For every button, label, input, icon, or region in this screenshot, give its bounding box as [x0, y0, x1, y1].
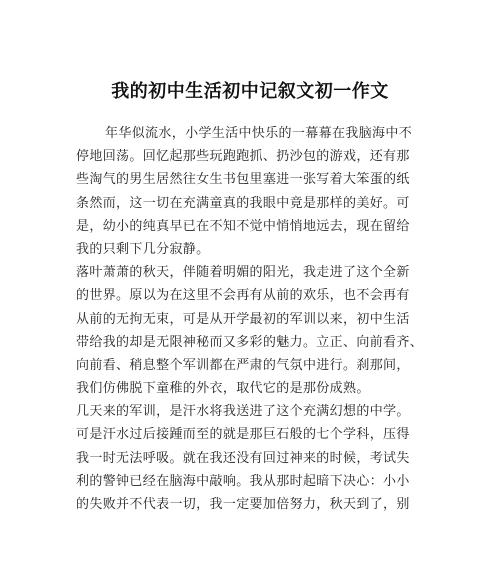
essay-line: 的失败并不代表一切，我一定要加倍努力，秋天到了，别 [76, 497, 410, 512]
essay-line: 向前看、稍息整个军训都在严肃的气氛中进行。刹那间， [76, 357, 410, 373]
essay-line: 带给我的却是无限神秘而又多彩的魅力。立正、向前看齐、 [76, 334, 424, 350]
essay-line: 从前的无拘无束，可是从开学最初的军训以来，初中生活 [76, 311, 410, 327]
essay-line: 我们仿佛脱下童稚的外衣，取代它的是那份成熟。 [76, 381, 370, 397]
essay-line: 停地回荡。回忆起那些玩跑跑抓、扔沙包的游戏，还有那 [76, 149, 410, 165]
page-title: 我的初中生活初中记叙文初一作文 [111, 81, 389, 102]
essay-line: 的世界。原以为在这里不会再有从前的欢乐，也不会再有 [76, 288, 410, 304]
essay-line: 些淘气的男生居然往女生书包里塞进一张写着大笨蛋的纸 [76, 172, 410, 188]
essay-line: 年华似流水，小学生活中快乐的一幕幕在我脑海中不 [105, 126, 413, 141]
essay-body [76, 122, 424, 516]
essay-line: 我一时无法呼吸。就在我还没有回过神来的时候，考试失 [76, 450, 410, 466]
essay-line: 可是汗水过后接踵而至的就是那巨石般的七个学科，压得 [76, 427, 410, 443]
essay-line: 落叶萧萧的秋天，伴随着明媚的阳光，我走进了这个全新 [76, 265, 410, 281]
essay-line: 我的只剩下几分寂静。 [76, 241, 210, 257]
essay-line: 几天来的军训，是汗水将我送进了这个充满幻想的中学。 [76, 404, 410, 420]
essay-line: 是，幼小的纯真早已在不知不觉中悄悄地远去，现在留给 [76, 218, 410, 234]
essay-line: 利的警钟已经在脑海中敲响。我从那时起暗下决心：小小 [76, 473, 410, 489]
essay-line: 条然而，这一切在充满童真的我眼中竟是那样的美好。可 [76, 195, 410, 211]
